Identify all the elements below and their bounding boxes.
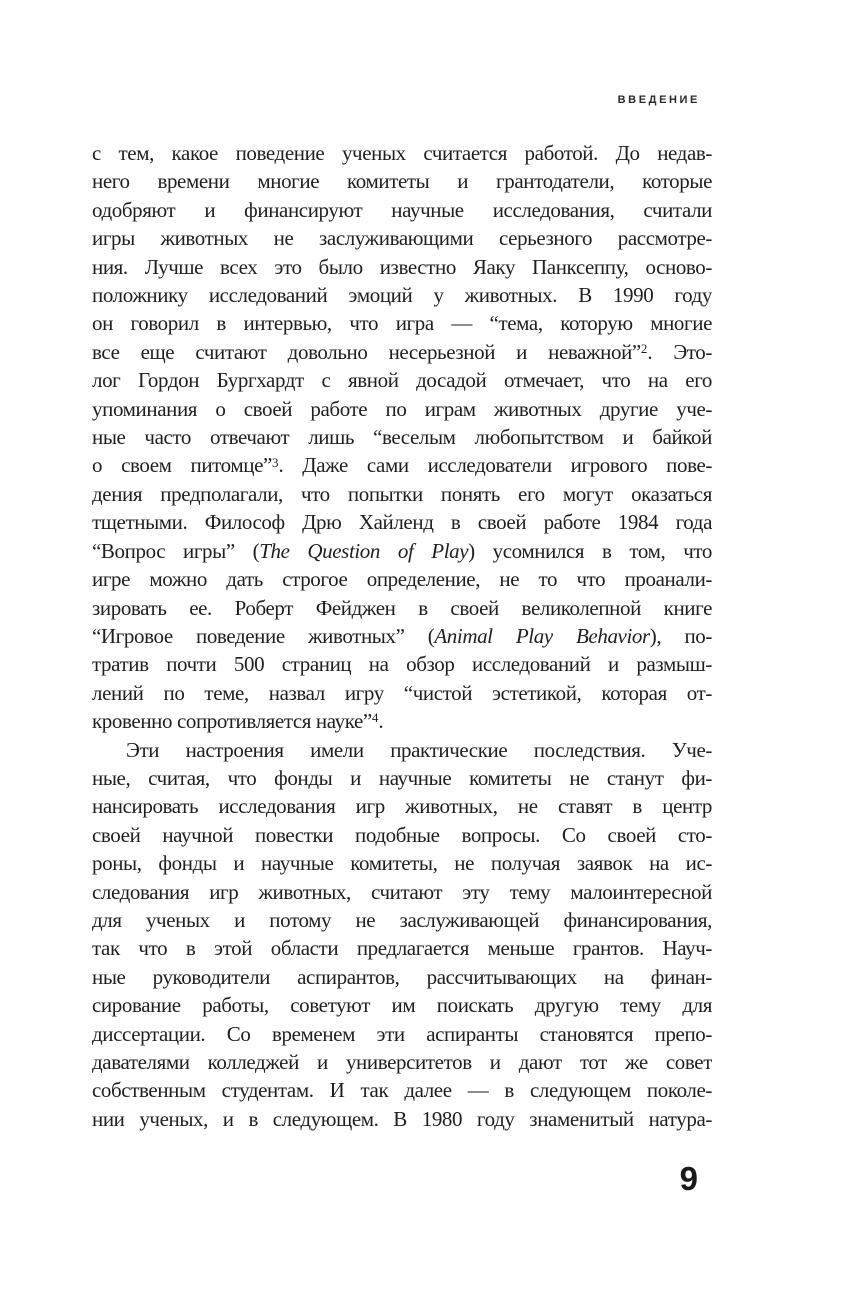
text-line: он говорил в интервью, что игра — “тема, которую многие [92,311,712,336]
text-line: собственным студентам. И так далее — в следующем поколе- [92,1078,712,1103]
text-line: положнику исследований эмоций у животных. В 1990 году [92,283,712,308]
italic-title: The Question of Play [259,538,469,563]
text-line: тратив почти 500 страниц на обзор исследований и размыш- [92,652,712,677]
text-line: для ученых и потому не заслуживающей финансирования, [92,907,712,932]
text-line: Эти настроения имели практические последствия. Уче- [126,737,712,762]
text-line: ные часто отвечают лишь “веселым любопытством и байкой [92,425,712,450]
text-line: о своем питомце”$^3$. Даже сами исследователи игрового пове- [92,453,712,478]
text-line: давателями колледжей и университетов и дают тот же совет [92,1050,712,1074]
text-line: диссертации. Со временем эти аспиранты становятся препо- [92,1021,712,1046]
paragraph [92,139,712,736]
text-line: роны, фонды и научные комитеты, не получая заявок на ис- [92,851,712,876]
text-line: “Игровое поведение животных” (Animal Play Behavior), по- [92,623,712,648]
text-line: “Вопрос игры” (The Question of Play) усомнился в том, что [92,538,712,563]
text-line: него времени многие комитеты и грантодатели, которые [92,169,712,194]
text-line: игре можно дать строгое определение, не то что проанали- [92,567,712,592]
text-line: ния. Лучше всех это было известно Яаку Панксеппу, осново- [92,254,712,279]
text-line: нансировать исследования игр животных, не ставят в центр [92,794,712,819]
text-line: дения предполагали, что попытки понять его могут оказаться [92,481,712,506]
text-line: одобряют и финансируют научные исследования, считали [92,197,712,222]
footnote-marker: 4 [371,710,379,726]
text-line: сирование работы, советуют им поискать другую тему для [92,993,712,1018]
text-line: ные, считая, что фонды и научные комитеты не станут фи- [92,765,712,790]
text-block [92,139,712,1133]
text-line: упоминания о своей работе по играм животных другие уче- [92,396,712,421]
text-line: следования игр животных, считают эту тему малоинтересной [92,879,712,904]
page-number: 9 [679,1160,698,1197]
footnote-marker: 3 [271,454,279,470]
footnote-marker: 2 [640,341,648,356]
text-line: все еще считают довольно несерьезной и неважной”$^2$. Это- [92,339,712,364]
text-line: тщетными. Философ Дрю Хайленд в своей работе 1984 года [92,510,712,535]
running-header: ВВЕДЕНИЕ [617,94,700,106]
text-line: нии ученых, и в следующем. В 1980 году знаменитый натура- [92,1106,712,1131]
text-line: кровенно сопротивляется науке”$^4$. [92,709,384,734]
text-line: игры животных не заслуживающими серьезного рассмотре- [92,226,712,251]
text-line: ные руководители аспирантов, рассчитывающих на финан- [92,964,712,989]
paragraph [92,736,712,1134]
italic-title: Animal Play Behavior [434,623,650,648]
text-line: зировать ее. Роберт Фейджен в своей великолепной книге [92,595,712,620]
text-line: своей научной повестки подобные вопросы. Со своей сто- [92,822,712,847]
text-line: лений по теме, назвал игру “чистой эстетикой, которая от- [92,680,712,705]
text-line: с тем, какое поведение ученых считается работой. До недав- [92,141,712,165]
text-line: так что в этой области предлагается меньше грантов. Науч- [92,936,712,961]
text-line: лог Гордон Бургхардт с явной досадой отмечает, что на его [92,368,712,393]
